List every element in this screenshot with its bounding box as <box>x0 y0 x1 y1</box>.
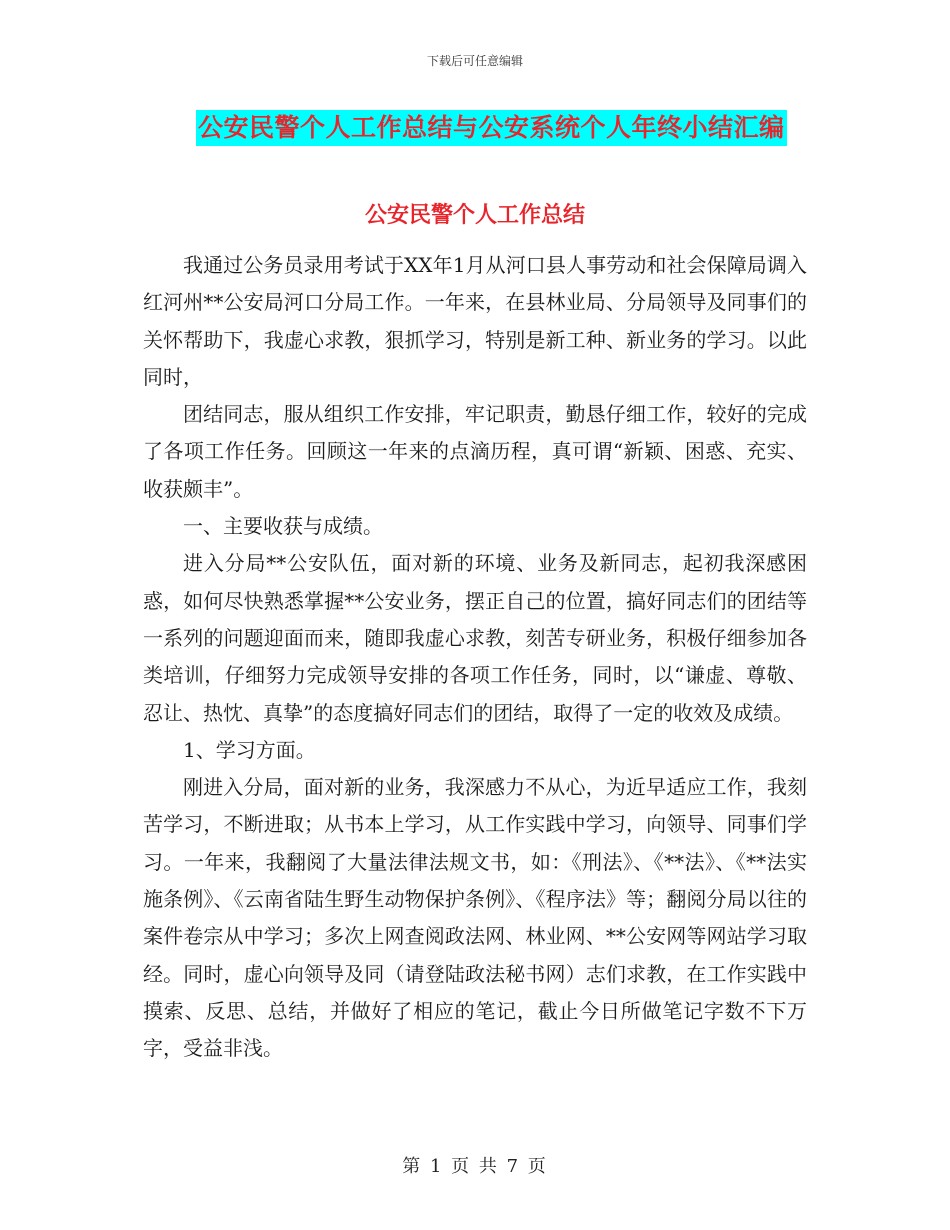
header-note: 下载后可任意编辑 <box>426 54 523 68</box>
document-sub-title: 公安民警个人工作总结 <box>364 203 585 228</box>
section-heading: 一、主要收获与成绩。 <box>183 514 383 539</box>
document-main-title: 公安民警个人工作总结与公安系统个人年终小结汇编 <box>196 110 787 146</box>
document-body <box>143 247 807 1068</box>
page-footer: 第 1 页 共 7 页 <box>402 1156 548 1177</box>
paragraph: 我通过公务员录用考试于XX年1月从河口县人事劳动和社会保障局调入红河州**公安局河口分局工作。一年来，在县林业局、分局领导及同事们的关怀帮助下，我虚心求教，狠抓学习，特别是新工种、新业务的学习。以此同时， <box>143 253 807 389</box>
subsection-heading: 1、学习方面。 <box>183 737 316 762</box>
paragraph: 团结同志，服从组织工作安排，牢记职责，勤恳仔细工作，较好的完成了各项工作任务。回顾这一年来的点滴历程，真可谓“新颖、困惑、充实、收获颇丰”。 <box>143 402 807 501</box>
paragraph: 刚进入分局，面对新的业务，我深感力不从心，为近早适应工作，我刻苦学习，不断进取；从书本上学习，从工作实践中学习，向领导、同事们学习。一年来，我翻阅了大量法律法规文书，如：《刑法》、《**法》、《**法实施条例》、《云南省陆生野生动物保护条例》、《程序法》等；翻阅分局以往的案件卷宗从中学习；多次上网查阅政法网、林业网、**公安网等网站学习取经。同时，虚心向领导及同（请登陆政法秘书网）志们求教，在工作实践中摸索、反思、总结，并做好了相应的笔记，截止今日所做笔记字数不下万字，受益非浅。 <box>143 775 807 1061</box>
paragraph: 进入分局**公安队伍，面对新的环境、业务及新同志，起初我深感困惑，如何尽快熟悉掌握**公安业务，摆正自己的位置，搞好同志们的团结等一系列的问题迎面而来，随即我虚心求教，刻苦专研业务，积极仔细参加各类培训，仔细努力完成领导安排的各项工作任务，同时，以“谦虚、尊敬、忍让、热忱、真挚”的态度搞好同志们的团结，取得了一定的收效及成绩。 <box>143 551 807 725</box>
